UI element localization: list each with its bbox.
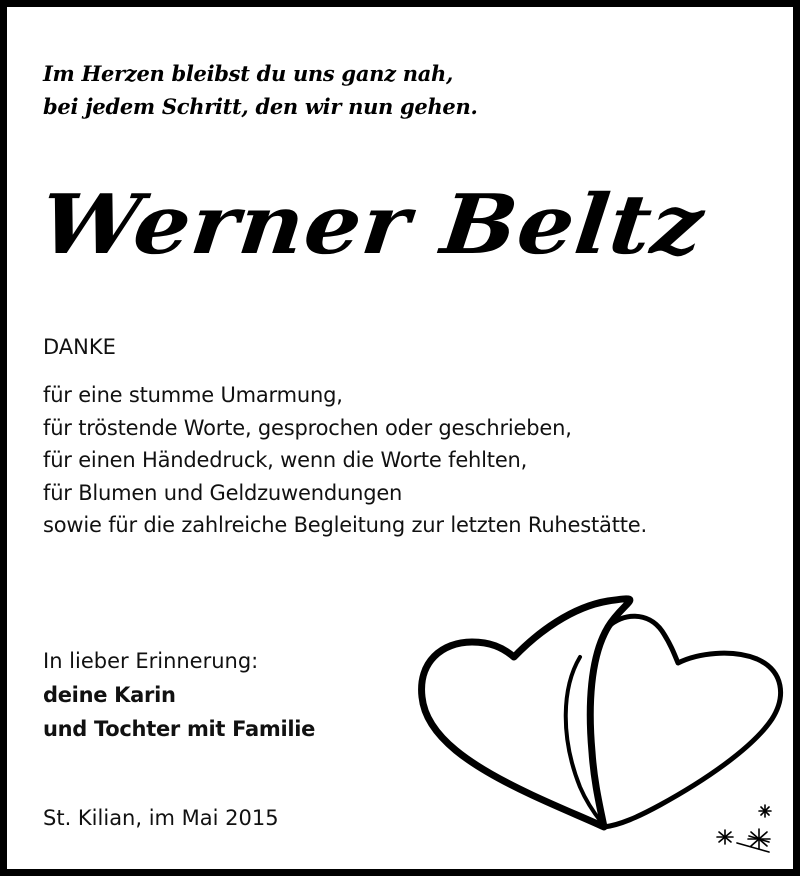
signature-name: deine Karin bbox=[43, 683, 176, 707]
right-heart-outline bbox=[604, 616, 781, 827]
thanks-line: für Blumen und Geldzuwendungen bbox=[43, 480, 403, 505]
motto-line-1: Im Herzen bleibst du uns ganz nah, bbox=[43, 61, 453, 86]
motto bbox=[43, 57, 477, 123]
signature bbox=[43, 644, 315, 746]
thanks-line: für eine stumme Umarmung, bbox=[43, 383, 343, 407]
thanks-text bbox=[43, 379, 647, 542]
signature-intro: In lieber Erinnerung: bbox=[43, 649, 259, 673]
signature-family: und Tochter mit Familie bbox=[43, 717, 316, 741]
motto-line-2: bei jedem Schritt, den wir nun gehen. bbox=[43, 94, 478, 119]
sparkle-icon bbox=[707, 797, 787, 857]
place-date: St. Kilian, im Mai 2015 bbox=[43, 806, 279, 830]
left-heart-outline bbox=[422, 599, 630, 827]
danke-heading: DANKE bbox=[43, 335, 116, 359]
thanks-line: sowie für die zahlreiche Begleitung zur letzten Ruhestätte. bbox=[43, 513, 647, 537]
deceased-name: Werner Beltz bbox=[35, 177, 709, 273]
thanks-line: für einen Händedruck, wenn die Worte fehlten, bbox=[43, 448, 528, 472]
thanks-line: für tröstende Worte, gesprochen oder geschrieben, bbox=[43, 415, 572, 440]
